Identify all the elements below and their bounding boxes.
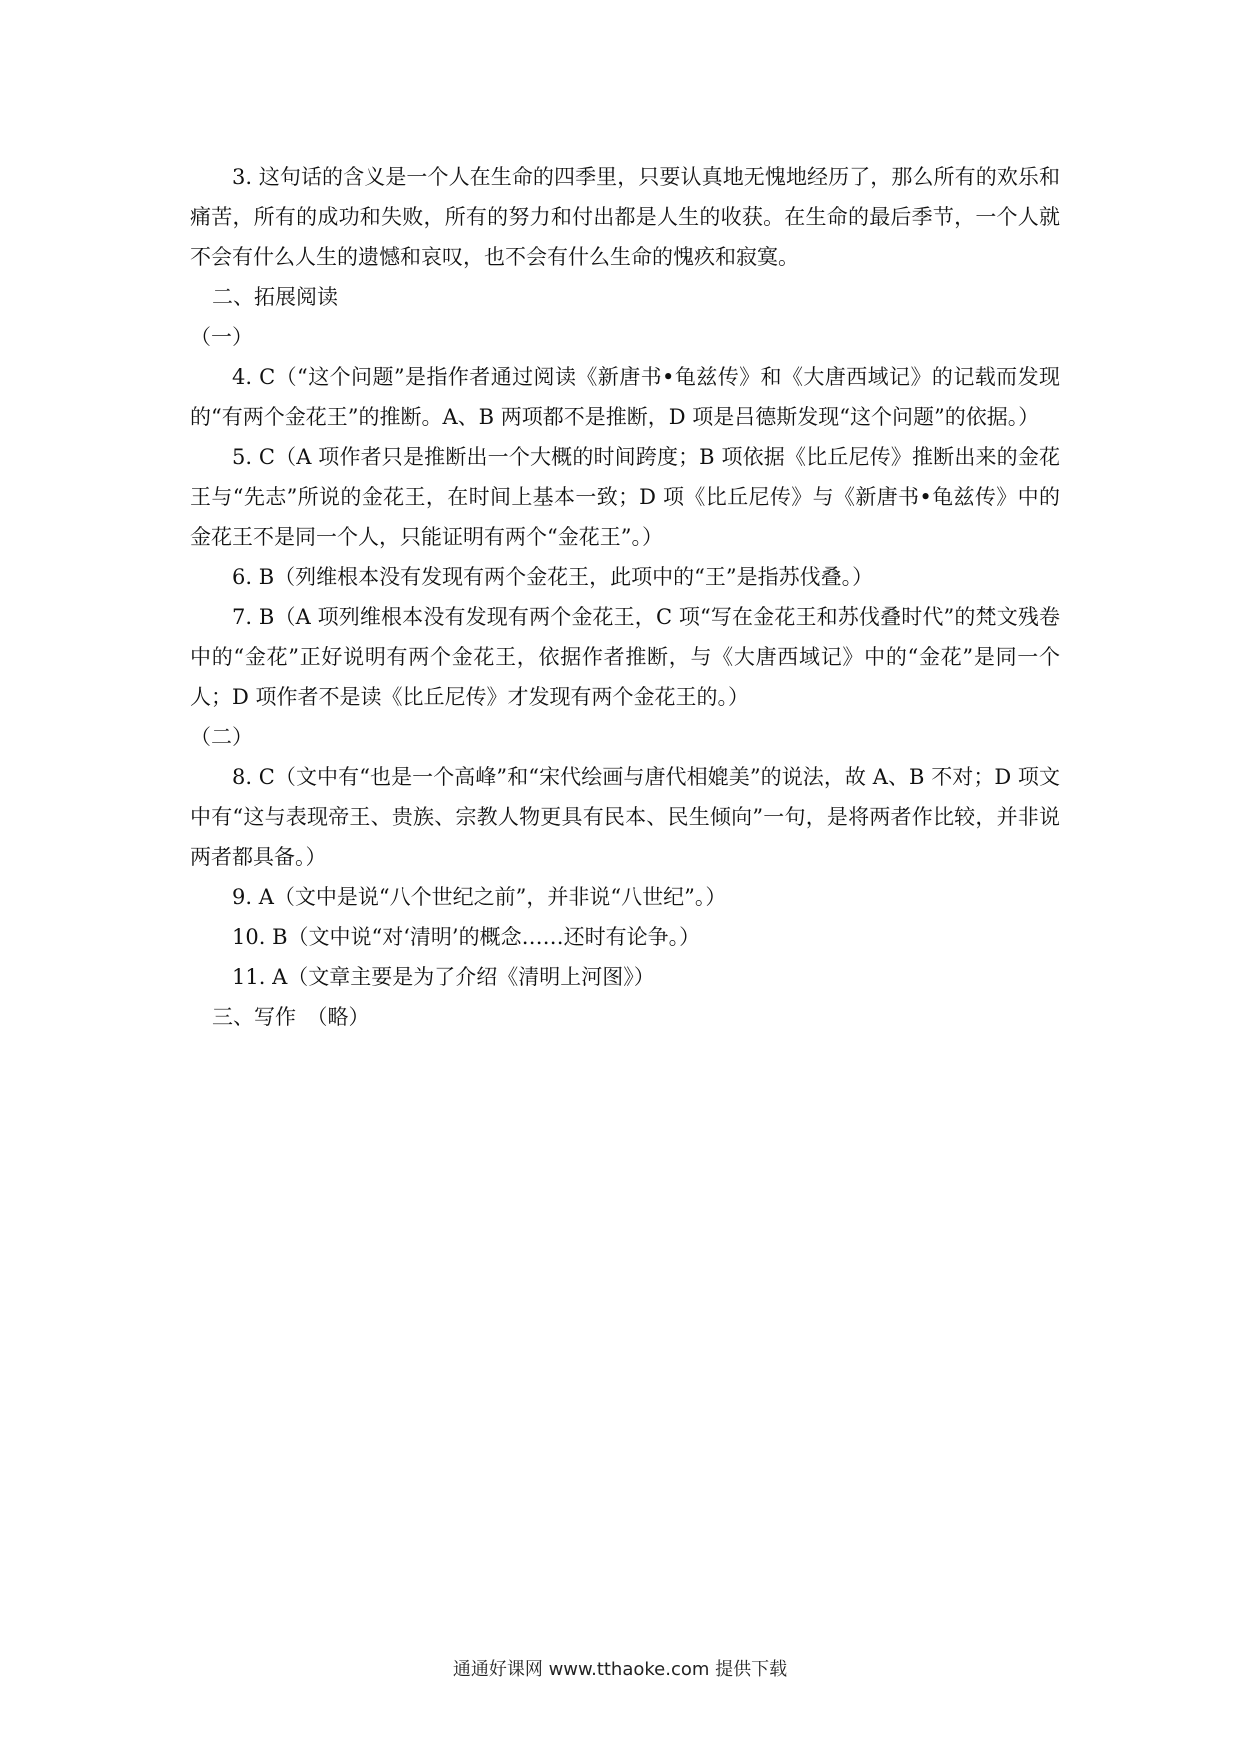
subsection-1-label: （一） [190, 325, 253, 349]
answer-4: 4. C（“这个问题”是指作者通过阅读《新唐书•龟兹传》和《大唐西域记》的记载而发现的“有两个金花王”的推断。A、B 两项都不是推断，D 项是吕德斯发现“这个问题”的依据。） [190, 365, 1060, 429]
subsection-2-label: （二） [190, 725, 253, 749]
answer-6: 6. B（列维根本没有发现有两个金花王，此项中的“王”是指苏伐叠。） [232, 565, 874, 589]
answer-5: 5. C（A 项作者只是推断出一个大概的时间跨度；B 项依据《比丘尼传》推断出来的金花王与“先志”所说的金花王，在时间上基本一致；D 项《比丘尼传》与《新唐书•龟兹传》中的金花王不是同一个人，只能证明有两个“金花王”。） [190, 445, 1060, 549]
answer-9: 9. A（文中是说“八个世纪之前”，并非说“八世纪”。） [232, 885, 727, 909]
document-body [190, 157, 1060, 1037]
answer-8: 8. C（文中有“也是一个高峰”和“宋代绘画与唐代相媲美”的说法，故 A、B 不对；D 项文中有“这与表现帝王、贵族、宗教人物更具有民本、民生倾向”一句，是将两者作比较，并非说两者都具备。） [190, 765, 1060, 869]
section-heading-writing: 三、写作 （略） [212, 1005, 370, 1029]
answer-3: 3. 这句话的含义是一个人在生命的四季里，只要认真地无愧地经历了，那么所有的欢乐和痛苦，所有的成功和失败，所有的努力和付出都是人生的收获。在生命的最后季节，一个人就不会有什么人生的遗憾和哀叹，也不会有什么生命的愧疚和寂寞。 [190, 165, 1060, 269]
answer-10: 10. B（文中说“对‘清明’的概念……还时有论争。） [232, 925, 701, 949]
page-footer: 通通好课网 www.tthaoke.com 提供下载 [452, 1659, 788, 1680]
answer-11: 11. A（文章主要是为了介绍《清明上河图》） [232, 965, 655, 989]
section-heading-extended-reading: 二、拓展阅读 [212, 285, 338, 309]
answer-7: 7. B（A 项列维根本没有发现有两个金花王，C 项“写在金花王和苏伐叠时代”的梵文残卷中的“金花”正好说明有两个金花王，依据作者推断，与《大唐西域记》中的“金花”是同一个人；D 项作者不是读《比丘尼传》才发现有两个金花王的。） [190, 605, 1060, 709]
